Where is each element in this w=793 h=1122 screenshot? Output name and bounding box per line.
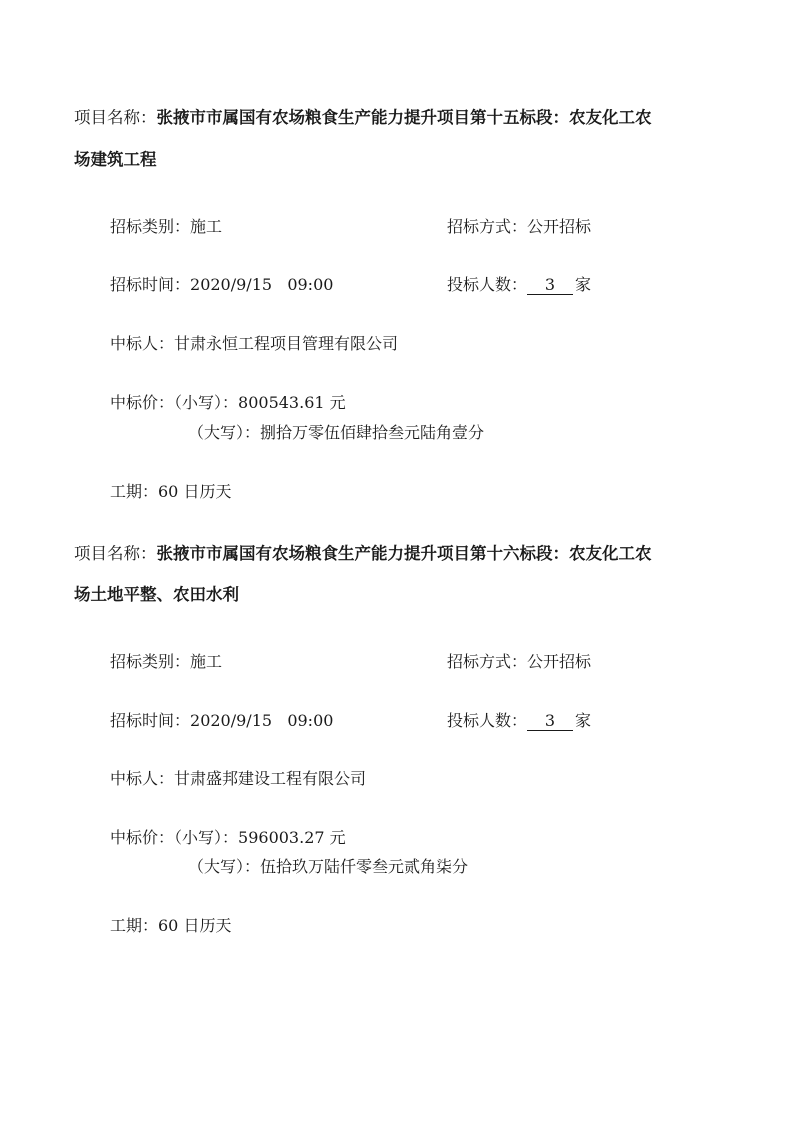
price-small-row (110, 828, 346, 848)
winner-label: 中标人： (110, 769, 175, 788)
project-name-line1 (74, 544, 652, 564)
category-value: 施工 (190, 652, 223, 671)
method-row (447, 652, 591, 672)
category-value: 施工 (190, 217, 223, 236)
category-label: 招标类别： (110, 217, 191, 236)
bidders-row (447, 711, 591, 731)
method-label: 招标方式： (447, 652, 528, 671)
price-small-row (110, 393, 346, 413)
bidders-value: 3 (527, 276, 573, 295)
project-name-line2: 场土地平整、农田水利 (74, 585, 239, 604)
category-row (110, 217, 222, 237)
bidders-row (447, 275, 591, 295)
bidders-unit: 家 (575, 711, 592, 730)
category-label: 招标类别： (110, 652, 191, 671)
price-big-row (188, 423, 484, 443)
price-big-label: （大写）： (188, 857, 261, 876)
price-small-label: （小写）： (174, 828, 239, 847)
project-name: 张掖市市属国有农场粮食生产能力提升项目第十五标段：农友化工农 (156, 108, 652, 127)
project-name-line1 (74, 108, 652, 128)
project-name-label: 项目名称： (74, 544, 157, 563)
price-big-label: （大写）： (188, 423, 261, 442)
price-small-label: （小写）： (174, 393, 239, 412)
time-value: 2020/9/15 09:00 (190, 275, 334, 294)
winner-label: 中标人： (110, 334, 175, 353)
period-row: 工期：60 日历天 (110, 482, 232, 501)
winner-value: 甘肃盛邦建设工程有限公司 (174, 769, 367, 788)
time-row (110, 275, 333, 295)
method-value: 公开招标 (527, 217, 592, 236)
method-row (447, 217, 591, 237)
time-label: 招标时间： (110, 711, 191, 730)
project-name: 张掖市市属国有农场粮食生产能力提升项目第十六标段：农友化工农 (156, 544, 652, 563)
time-value: 2020/9/15 09:00 (190, 711, 334, 730)
project-name-label: 项目名称： (74, 108, 157, 127)
method-label: 招标方式： (447, 217, 528, 236)
bidders-unit: 家 (575, 275, 592, 294)
price-big-value: 伍拾玖万陆仟零叁元贰角柒分 (260, 857, 469, 876)
period-row: 工期：60 日历天 (110, 916, 232, 935)
method-value: 公开招标 (527, 652, 592, 671)
project-name-line2: 场建筑工程 (74, 150, 157, 169)
price-big-row (188, 857, 468, 877)
time-label: 招标时间： (110, 275, 191, 294)
bidders-label: 投标人数： (447, 711, 528, 730)
price-small-value: 596003.27 元 (238, 828, 346, 847)
bidders-label: 投标人数： (447, 275, 528, 294)
winner-row (110, 334, 398, 354)
winner-value: 甘肃永恒工程项目管理有限公司 (174, 334, 399, 353)
winner-row (110, 769, 366, 789)
price-label: 中标价： (110, 393, 175, 412)
time-row (110, 711, 333, 731)
category-row (110, 652, 222, 672)
bidders-value: 3 (527, 712, 573, 731)
price-label: 中标价： (110, 828, 175, 847)
price-big-value: 捌拾万零伍佰肆拾叁元陆角壹分 (260, 423, 485, 442)
price-small-value: 800543.61 元 (238, 393, 346, 412)
